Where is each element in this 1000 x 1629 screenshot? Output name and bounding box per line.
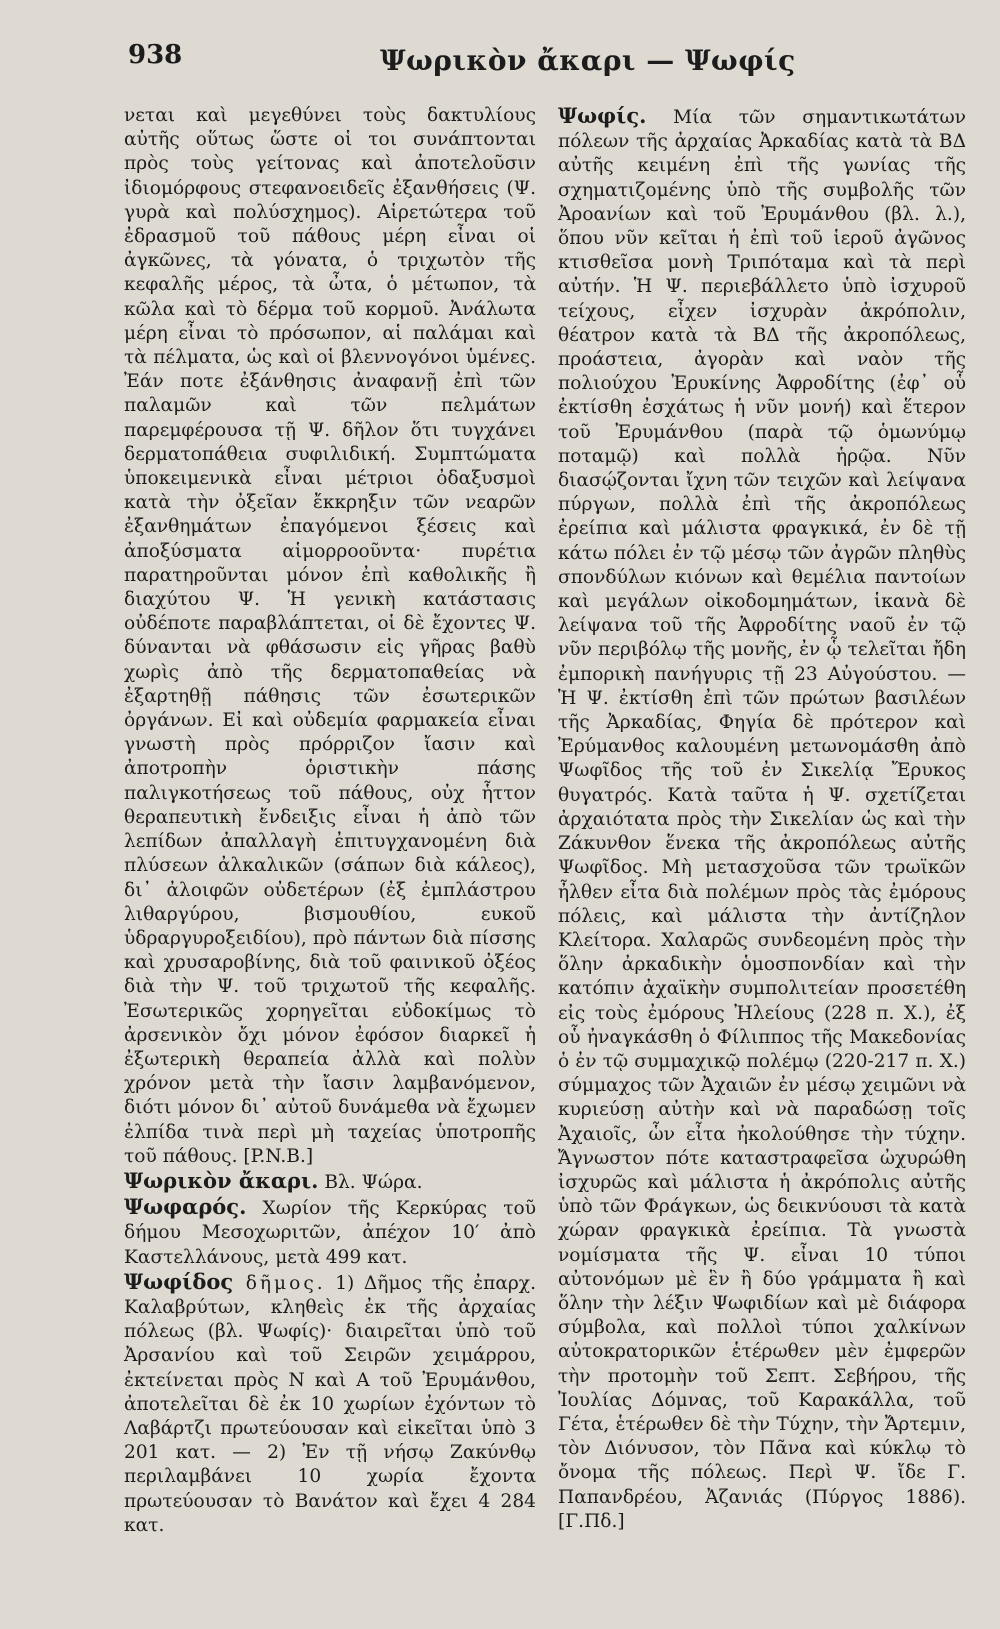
entry-psofidos-dimos [124,1270,536,1538]
entry-psofis [558,104,966,1534]
entry-psofaros [124,1195,536,1270]
entry-headword: Ψωρικὸν ἄκαρι. [124,1167,319,1193]
entry-text: Βλ. Ψώρα. [318,1171,423,1193]
running-title: Ψωρικὸν ἄκαρι — Ψωφίς [380,44,796,77]
continuation-paragraph: νεται καὶ μεγεθύνει τοὺς δακτυλίους αὐτῆς οὕτως ὥστε οἱ τοι συνάπτονται πρὸς τοὺς γείτονας καὶ ἀποτελοῦσιν ἰδιομόρφους στεφανοειδεῖς ἐξανθήσεις (Ψ. γυρὰ καὶ πολύσχημος). Αἱρετώτερα τοῦ ἐδρασμοῦ τοῦ πάθους μέρη εἶναι οἱ ἀγκῶνες, τὰ γόνατα, ὁ τριχωτὸν τῆς κεφαλῆς μέρος, τὰ ὦτα, ὁ μέτωπον, τὰ κῶλα καὶ τὸ δέρμα τοῦ κορμοῦ. Ἀνάλωτα μέρη εἶναι τὸ πρόσωπον, αἱ παλάμαι καὶ τὰ πέλματα, ὡς καὶ οἱ βλεννογόνοι ὑμένες. Ἐάν ποτε ἐξάνθησις ἀναφανῇ ἐπὶ τῶν παλαμῶν καὶ τῶν πελμάτων παρεμφέρουσα τῇ Ψ. δῆλον ὅτι τυγχάνει δερματοπάθεια συφιλιδική. Συμπτώματα ὑποκειμενικὰ εἶναι μέτριοι ὀδαξυσμοὶ κατὰ τὴν ὀξεῖαν ἔκκρηξιν τῶν νεαρῶν ἐξανθημάτων ἐπαγόμενοι ξέσεις καὶ ἀποξύσματα αἱμορροοῦντα· πυρέτια παρατηροῦνται μόνον ἐπὶ καθολικῆς ἢ διαχύτου Ψ. Ἡ γενικὴ κατάστασις οὐδέποτε παραβλάπτεται, οἱ δὲ ἔχοντες Ψ. δύνανται νὰ φθάσωσιν εἰς γῆρας βαθὺ χωρὶς ἀπὸ τῆς δερματοπαθείας νὰ ἐξαρτηθῇ πάθησις τῶν ἐσωτερικῶν ὀργάνων. Εἰ καὶ οὐδεμία φαρμακεία εἶναι γνωστὴ πρὸς πρόρριζον ἴασιν καὶ ἀποτροπὴν ὁριστικὴν πάσης παλιγκοτήσεως τοῦ πάθους, οὐχ ἧττον θεραπευτικὴ ἔνδειξις εἶναι ἡ ἀπὸ τῶν λεπίδων ἀπαλλαγὴ ἐπιτυγχανομένη διὰ πλύσεων ἀλκαλικῶν (σάπων διὰ κάλεος), δι᾽ ἀλοιφῶν οὐδετέρων (ἐξ ἐμπλάστρου λιθαργύρου, βισμουθίου, ευκοῦ ὑδραργυροξειδίου), πρὸ πάντων διὰ πίσσης καὶ χρυσαροβίνης, διὰ τοῦ φαινικοῦ ὀξέος διὰ τὴν Ψ. τοῦ τριχωτοῦ τῆς κεφαλῆς. Ἐσωτερικῶς χορηγεῖται εὐδοκίμως τὸ ἀρσενικὸν ὄχι μόνον ἐφόσον διαρκεῖ ἡ ἐξωτερικὴ θεραπεία ἀλλὰ καὶ πολὺν χρόνον μετὰ τὴν ἴασιν λαμβανόμενον, διότι μόνον δι᾽ αὐτοῦ δυνάμεθα νὰ ἔχωμεν ἐλπίδα τινὰ περὶ μὴ ταχείας ὑποτροπῆς τοῦ πάθους. [P.N.B.] [124,105,536,1167]
right-column [558,104,966,1534]
entry-headword: Ψωφίδος [124,1268,234,1294]
entry-headword: Ψωφίς. [558,103,647,128]
page-number: 938 [128,40,183,70]
entry-text: 1) Δῆμος τῆς ἐπαρχ. Καλαβρύτων, κληθεὶς ἐκ τῆς ἀρχαίας πόλεως (βλ. Ψωφίς)· διαιρεῖται ὑπὸ τοῦ Ἀρσανίου καὶ τοῦ Σειρῶν χειμάρρου, ἐκτείνεται πρὸς Ν καὶ Α τοῦ Ἐρυμάνθου, ἀποτελεῖται δὲ ἐκ 10 χωρίων ἐχόντων τὸ Λαβάρτζι πρωτεύουσαν καὶ εἰκεῖται ὑπὸ 3 201 κατ. — 2) Ἐν τῇ νήσῳ Ζακύνθῳ περιλαμβάνει 10 χωρία ἔχοντα πρωτεύουσαν τὸ Βανάτον καὶ ἔχει 4 284 κατ. [124,1272,536,1536]
left-column [124,104,536,1538]
entry-subhead: δῆμος. [233,1272,326,1294]
entry-headword: Ψωφαρός. [124,1194,247,1220]
entry-text: Χωρίον τῆς Κερκύρας τοῦ δήμου Μεσοχωριτῶν, ἀπέχον 10′ ἀπὸ Καστελλάνους, μετὰ 499 κατ. [124,1198,536,1268]
entry-psoriko-akari [124,1169,536,1195]
entry-text: Μία τῶν σημαντικωτάτων πόλεων τῆς ἀρχαίας Ἀρκαδίας κατὰ τὰ ΒΔ αὐτῆς κειμένη ἐπὶ τῆς γωνίας τῆς σχηματιζομένης ὑπὸ τῆς συμβολῆς τῶν Ἀροανίων καὶ τοῦ Ἐρυμάνθου (βλ. λ.), ὅπου νῦν κεῖται ἡ ἐπὶ τοῦ ἱεροῦ ἀγῶνος κτισθεῖσα μονὴ Τριπόταμα καὶ τὰ περὶ αὐτήν. Ἡ Ψ. περιεβάλλετο ὑπὸ ἰσχυροῦ τείχους, εἶχεν ἰσχυρὰν ἀκρόπολιν, θέατρον κατὰ τὰ ΒΔ τῆς ἀκροπόλεως, προάστεια, ἀγορὰν καὶ ναὸν τῆς πολιούχου Ἐρυκίνης Ἀφροδίτης (ἐφ᾽ οὗ ἐκτίσθη ἐσχάτως ἡ νῦν μονή) καὶ ἕτερον τοῦ Ἐρυμάνθου (παρὰ τῷ ὁμωνύμῳ ποταμῷ) καὶ πολλὰ ἡρῷα. Νῦν διασῴζονται ἴχνη τῶν τειχῶν καὶ λείψανα πύργων, πολλὰ ἐπὶ τῆς ἀκροπόλεως ἐρείπια καὶ μάλιστα φραγκικά, ἐν δὲ τῇ κάτω πόλει ἐν τῷ μέσῳ τῶν ἀγρῶν πληθὺς σπονδύλων κιόνων καὶ θεμέλια παντοίων καὶ μεγάλων οἰκοδομημάτων, ἱκανὰ δὲ λείψανα τοῦ τῆς Ἀφροδίτης ναοῦ ἐν τῷ νῦν περιβόλῳ τῆς μονῆς, ἐν ᾧ τελεῖται ἤδη ἐμπορικὴ πανήγυρις τῇ 23 Αὐγούστου. — Ἡ Ψ. ἐκτίσθη ἐπὶ τῶν πρώτων βασιλέων τῆς Ἀρκαδίας, Φηγία δὲ πρότερον καὶ Ἐρύμανθος καλουμένη μετωνομάσθη ἀπὸ Ψωφῖδος τῆς τοῦ ἐν Σικελίᾳ Ἔρυκος θυγατρός. Κατὰ ταῦτα ἡ Ψ. σχετίζεται ἀρχαιότατα πρὸς τὴν Σικελίαν ὡς καὶ τὴν Ζάκυνθον ἕνεκα τῆς ἀκροπόλεως αὐτῆς Ψωφῖδος. Μὴ μετασχοῦσα τῶν τρωϊκῶν ἦλθεν εἶτα διὰ πολέμων πρὸς τὰς ἐμόρους πόλεις, καὶ μάλιστα τὴν ἀντίζηλον Κλείτορα. Χαλαρῶς συνδεομένη πρὸς τὴν ὅλην ἀρκαδικὴν ὁμοσπονδίαν καὶ τὴν κατόπιν ἀχαϊκὴν συμπολιτείαν προσετέθη εἰς τοὺς ἐμόρους Ἠλείους (228 π. Χ.), ἐξ οὗ ἠναγκάσθη ὁ Φίλιππος τῆς Μακεδονίας ὁ ἐν τῷ συμμαχικῷ πολέμῳ (220-217 π. Χ.) σύμμαχος τῶν Ἀχαιῶν ἐν μέσῳ χειμῶνι νὰ κυριεύσῃ αὐτὴν καὶ νὰ παραδώσῃ τοῖς Ἀχαιοῖς, ὧν εἶτα ἠκολούθησε τὴν τύχην. Ἄγνωστον πότε καταστραφεῖσα ὠχυρώθη ἰσχυρῶς καὶ μάλιστα ἡ ἀκρόπολις αὐτῆς ὑπὸ τῶν Φράγκων, ὡς δεικνύουσι τὰ κατὰ χώραν φραγκικὰ ἐρείπια. Τὰ γνωστὰ νομίσματα τῆς Ψ. εἶναι 10 τύποι αὐτονόμων μὲ ἓν ἢ δύο γράμματα ἢ καὶ ὅλην τὴν λέξιν Ψωφιδίων καὶ μὲ διάφορα σύμβολα, καὶ πολλοὶ τύποι χαλκίνων αὐτοκρατορικῶν ἑτέρωθεν μὲν ἐμφερῶν τὴν προτομὴν τοῦ Σεπτ. Σεβήρου, τῆς Ἰουλίας Δόμνας, τοῦ Καρακάλλα, τοῦ Γέτα, ἑτέρωθεν δὲ τὴν Τύχην, τὴν Ἄρτεμιν, τὸν Διόνυσον, τὸν Πᾶνα καὶ κύκλῳ τὸ ὄνομα τῆς πόλεως. Περὶ Ψ. ἴδε Γ. Παπανδρέου, Ἀζανιάς (Πύργος 1886). [Γ.Πδ.] [558,107,966,1532]
